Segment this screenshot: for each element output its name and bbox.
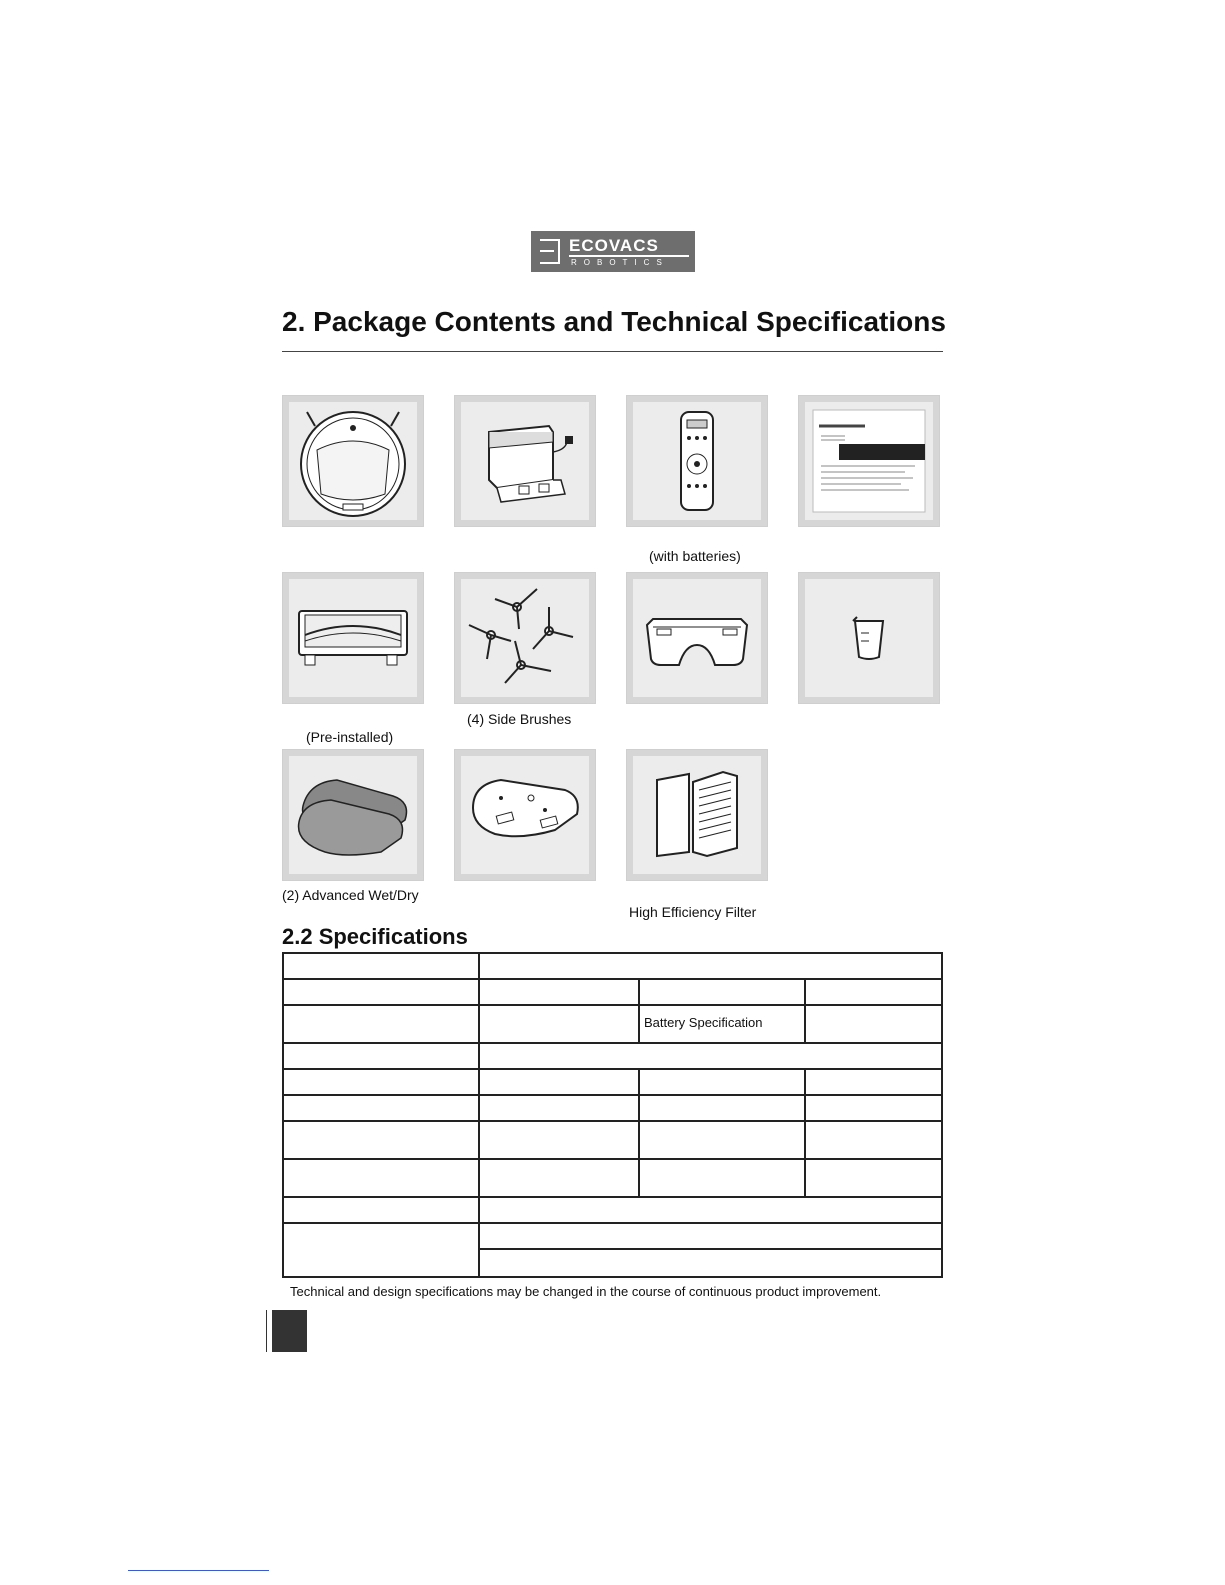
caption-pads: (2) Advanced Wet/Dry: [282, 887, 419, 903]
charging-dock-icon: [461, 402, 589, 520]
package-item-pads: [282, 749, 424, 881]
title-divider: [282, 351, 943, 352]
section-title: 2. Package Contents and Technical Specifications: [282, 306, 946, 337]
package-item-dock: [454, 395, 596, 527]
battery-spec-label: Battery Specification: [644, 1015, 763, 1030]
logo-brand: ECOVACS: [569, 236, 689, 257]
package-item-side-brushes: [454, 572, 596, 704]
caption-side-brushes: (4) Side Brushes: [467, 711, 572, 727]
package-item-cup: [798, 572, 940, 704]
footer-link-underline: [128, 1570, 269, 1571]
caption-remote: (with batteries): [649, 548, 741, 564]
page-tab-line: [266, 1310, 267, 1352]
water-tank-icon: [633, 579, 761, 697]
quick-start-guide-icon: [805, 402, 933, 520]
package-item-manual: [798, 395, 940, 527]
dustbin-icon: [289, 579, 417, 697]
ecovacs-logo: [531, 231, 695, 272]
package-item-dustbin: [282, 572, 424, 704]
spec-note: Technical and design specifications may be changed in the course of continuous product improvement.: [290, 1284, 882, 1299]
robot-vacuum-icon: [289, 402, 417, 520]
spec-table: [282, 952, 943, 1278]
remote-control-icon: [633, 402, 761, 520]
caption-dustbin: (Pre-installed): [306, 729, 394, 745]
logo-sub: ROBOTICS: [571, 258, 669, 267]
measuring-cup-icon: [805, 579, 933, 697]
package-item-remote: [626, 395, 768, 527]
high-efficiency-filter-icon: [633, 756, 761, 874]
spec-title: 2.2 Specifications: [282, 924, 468, 949]
cleaning-pads-icon: [289, 756, 417, 874]
page-number-tab: [272, 1310, 307, 1352]
package-item-pad-plate: [454, 749, 596, 881]
side-brushes-icon: [461, 579, 589, 697]
package-item-water-tank: [626, 572, 768, 704]
package-item-robot: [282, 395, 424, 527]
ecovacs-logo-mark-icon: [540, 239, 560, 264]
caption-filter: High Efficiency Filter: [629, 904, 757, 920]
pad-plate-icon: [461, 756, 589, 874]
package-item-filter: [626, 749, 768, 881]
